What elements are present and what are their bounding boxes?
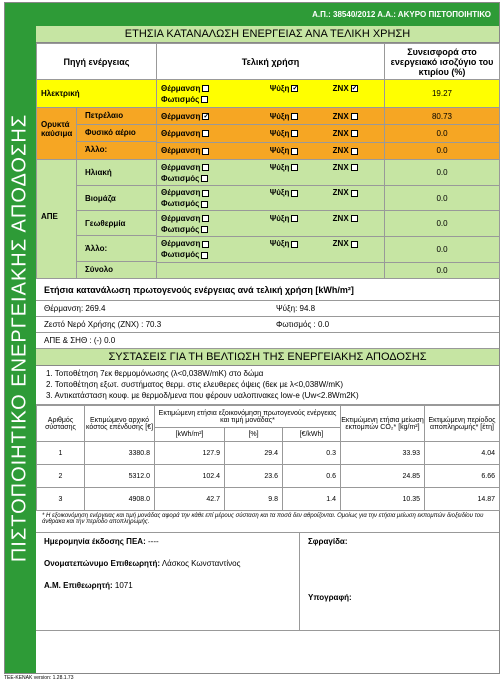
rec-col-cost: Εκτιμώμενο αρχικό κόστος επένδυσης [€] [85, 406, 155, 442]
heating-checkbox[interactable] [202, 164, 209, 171]
rec-cost: 4908.0 [85, 488, 155, 511]
cooling-checkbox[interactable] [291, 215, 298, 222]
version-text: TEE-KENAK version: 1.28.1.73 [4, 675, 74, 681]
electric-label: Ηλεκτρική [37, 80, 157, 108]
signature-block [36, 533, 499, 631]
primary-dhw-value: 70.3 [145, 320, 162, 329]
cooling-label: Ψύξη [269, 188, 290, 198]
fossil-oil-value: 80.73 [431, 111, 453, 121]
rec-num: 3 [37, 488, 85, 511]
cooling-checkbox[interactable] [291, 241, 298, 248]
ape-biomass-label: Βιομάζα [77, 186, 156, 211]
rec-col-pct: [%] [225, 428, 283, 442]
dhw-label: ΖΝΧ [332, 239, 349, 249]
lighting-label: Φωτισμός [161, 173, 200, 183]
dhw-checkbox[interactable] [351, 148, 358, 155]
rec-eur: 0.6 [283, 465, 341, 488]
fossil-gas-value: 0.0 [436, 128, 448, 138]
dhw-checkbox[interactable] [351, 190, 358, 197]
sidebar-title: ΠΙΣΤΟΠΟΙΗΤΙΚΟ ΕΝΕΡΓΕΙΑΚΗΣ ΑΠΟΔΟΣΗΣ [8, 113, 31, 563]
lighting-label: Φωτισμός [161, 224, 200, 234]
primary-cooling-label: Ψύξη: [276, 304, 298, 313]
heating-label: Θέρμανση [161, 188, 201, 198]
heating-label: Θέρμανση [161, 128, 201, 138]
rec-kwh: 127.9 [155, 442, 225, 465]
table-row [37, 442, 500, 465]
primary-heating-value: 269.4 [85, 304, 106, 313]
heating-label: Θέρμανση [161, 111, 201, 121]
lighting-checkbox[interactable] [201, 226, 208, 233]
rec-col-co2: Εκτιμώμενη ετήσια μείωση εκπομπών CO₂* [kg/m²] [341, 406, 425, 442]
rec-eur: 1.4 [283, 488, 341, 511]
rec-co2: 33.93 [341, 442, 425, 465]
inspector-am-label: Α.Μ. Επιθεωρητή: [44, 581, 113, 590]
fossil-group-label: Ορυκτά καύσιμα [37, 108, 77, 159]
cooling-checkbox[interactable] [291, 148, 298, 155]
rec-payback: 4.04 [425, 442, 500, 465]
recommendations-table [36, 405, 500, 511]
main-content [36, 3, 499, 673]
primary-heating-label: Θέρμανση: [44, 304, 84, 313]
cooling-checkbox[interactable] [291, 164, 298, 171]
primary-ape-label: ΑΠΕ & ΣΗΘ : (-) [44, 336, 102, 345]
dhw-label: ΖΝΧ [332, 213, 349, 223]
dhw-label: ΖΝΧ [332, 162, 349, 172]
rec-payback: 14.87 [425, 488, 500, 511]
cooling-checkbox[interactable] [291, 113, 298, 120]
dhw-label: ΖΝΧ [332, 188, 349, 198]
ape-biomass-value: 0.0 [436, 193, 448, 203]
col-use-header: Τελική χρήση [157, 44, 385, 80]
rec-col-payback: Εκτιμώμενη περίοδος αποπληρωμής* [έτη] [425, 406, 500, 442]
heating-checkbox[interactable] [202, 215, 209, 222]
cooling-label: Ψύξη [269, 213, 290, 223]
heating-checkbox[interactable] [202, 148, 209, 155]
rec-col-saving: Εκτιμώμενη ετήσια εξοικονόμηση πρωτογενούς ενέργειας και τιμή μονάδας* [155, 406, 341, 428]
dhw-label: ΖΝΧ [332, 128, 349, 138]
lighting-checkbox[interactable] [201, 252, 208, 259]
inspector-am-value: 1071 [114, 581, 133, 590]
cooling-label: Ψύξη [269, 146, 290, 156]
table-row [37, 488, 500, 511]
heating-label: Θέρμανση [161, 162, 201, 172]
stamp-label: Σφραγίδα: [308, 537, 348, 546]
primary-row-2 [36, 317, 499, 333]
lighting-label: Φωτισμός [161, 250, 200, 260]
inspector-label: Ονοματεπώνυμο Επιθεωρητή: [44, 559, 161, 568]
ape-group-label: ΑΠΕ [37, 160, 77, 278]
col-source-header: Πηγή ενέργειας [37, 44, 157, 80]
table-row [37, 465, 500, 488]
primary-cooling-value: 94.8 [299, 304, 316, 313]
row-electric [37, 80, 500, 108]
rec-pct: 29.4 [225, 442, 283, 465]
ape-solar-value: 0.0 [436, 168, 448, 178]
fossil-gas-label: Φυσικό αέριο [77, 125, 156, 142]
heating-checkbox[interactable] [202, 190, 209, 197]
primary-row-3 [36, 333, 499, 349]
heating-checkbox[interactable] [202, 241, 209, 248]
primary-row-1 [36, 301, 499, 317]
fossil-other-value: 0.0 [436, 146, 448, 156]
dhw-label: ΖΝΧ [332, 146, 349, 156]
dhw-checkbox[interactable] [351, 130, 358, 137]
rec-cost: 3380.8 [85, 442, 155, 465]
recommendations-list [36, 366, 499, 405]
cooling-label: Ψύξη [269, 128, 290, 138]
dhw-checkbox-checked[interactable]: ✓ [351, 84, 358, 92]
lighting-label: Φωτισμός [161, 94, 200, 104]
electric-value: 19.27 [431, 89, 453, 98]
dhw-checkbox[interactable] [351, 113, 358, 120]
cooling-label: Ψύξη [269, 162, 290, 172]
heating-checkbox[interactable] [202, 130, 209, 137]
rec-cost: 5312.0 [85, 465, 155, 488]
heating-label: Θέρμανση [161, 146, 201, 156]
rec-co2: 10.35 [341, 488, 425, 511]
signature-label: Υπογραφή: [308, 593, 352, 602]
ape-other-value: 0.0 [436, 244, 448, 254]
rec-pct: 23.6 [225, 465, 283, 488]
recommendation-item: 2. Τοποθέτηση εξωτ. συστήματος θερμ. στις ελευθερες όψεις (6εκ με λ<0,038W/mK) [46, 380, 344, 389]
certificate-page [4, 2, 500, 674]
rec-co2: 24.85 [341, 465, 425, 488]
cooling-label: Ψύξη [269, 83, 290, 93]
primary-lighting-value: 0.0 [317, 320, 330, 329]
rec-kwh: 42.7 [155, 488, 225, 511]
rec-kwh: 102.4 [155, 465, 225, 488]
recommendation-item: 3. Αντικατάσταση κουφ. με θερμοδ/μενα που φέρουν υαλοπινακες low-e (Uw<2.8Wm2K) [46, 391, 359, 400]
ape-other-label: Άλλο: [77, 236, 156, 262]
fossil-other-label: Άλλο: [85, 145, 108, 154]
heating-checkbox[interactable] [202, 85, 209, 92]
footnote: * Η εξοικονόμηση ενέργειας και τιμή μονάδας αφορά την κάθε επί μέρους σύσταση και τα ποσά δεν αθροίζονται. Ομοίως για την ετήσια μείωση εκπομπών διοξειδίου του άνθρακα και την περίοδο αποπληρωμής. [36, 511, 499, 533]
primary-title: Ετήσια κατανάλωση πρωτογενούς ενέργειας ανά τελική χρήση [kWh/m²] [36, 279, 499, 301]
heating-label: Θέρμανση [161, 83, 201, 93]
dhw-label: ΖΝΧ [332, 83, 349, 93]
lighting-label: Φωτισμός [161, 199, 200, 209]
rec-col-num: Αριθμός σύστασης [37, 406, 85, 442]
rec-num: 1 [37, 442, 85, 465]
rec-num: 2 [37, 465, 85, 488]
dhw-checkbox[interactable] [351, 241, 358, 248]
cooling-checkbox[interactable] [291, 190, 298, 197]
header-ref: Α.Π.: 38540/2012 Α.Α.: ΑΚΥΡΟ ΠΙΣΤΟΠΟΙΗΤΙΚΟ [36, 3, 499, 26]
dhw-checkbox[interactable] [351, 215, 358, 222]
ape-solar-label: Ηλιακή [77, 160, 156, 186]
heating-checkbox-checked[interactable]: ✓ [203, 113, 210, 121]
consumption-title: ΕΤΗΣΙΑ ΚΑΤΑΝΑΛΩΣΗ ΕΝΕΡΓΕΙΑΣ ΑΝΑ ΤΕΛΙΚΗ ΧΡΗΣΗ [36, 26, 499, 43]
col-share-header: Συνεισφορά στο ενεργειακό ισοζύγιο του κτιρίου (%) [385, 44, 500, 80]
recommendations-title: ΣΥΣΤΑΣΕΙΣ ΓΙΑ ΤΗ ΒΕΛΤΙΩΣΗ ΤΗΣ ΕΝΕΡΓΕΙΑΚΗΣ ΑΠΟΔΟΣΗΣ [36, 349, 499, 366]
rec-col-eur: [€/kWh] [283, 428, 341, 442]
dhw-checkbox[interactable] [351, 164, 358, 171]
primary-lighting-label: Φωτισμός : [276, 320, 316, 329]
heating-label: Θέρμανση [161, 213, 201, 223]
ape-geothermal-value: 0.0 [436, 219, 448, 229]
lighting-checkbox[interactable] [201, 96, 208, 103]
total-label: Σύνολο [85, 265, 114, 274]
dhw-label: ΖΝΧ [332, 111, 349, 121]
lighting-checkbox[interactable] [201, 201, 208, 208]
rec-pct: 9.8 [225, 488, 283, 511]
issue-date-label: Ημερομηνία έκδοσης ΠΕΑ: [44, 537, 146, 546]
rec-payback: 6.66 [425, 465, 500, 488]
rec-eur: 0.3 [283, 442, 341, 465]
ape-geothermal-label: Γεωθερμία [77, 211, 156, 236]
primary-ape-value: 0.0 [104, 336, 116, 345]
rec-col-kwh: [kWh/m²] [155, 428, 225, 442]
lighting-checkbox[interactable] [201, 175, 208, 182]
cooling-checkbox-checked[interactable]: ✓ [292, 84, 299, 92]
fossil-oil-label: Πετρέλαιο [77, 108, 156, 125]
heating-label: Θέρμανση [161, 239, 201, 249]
cooling-label: Ψύξη [269, 111, 290, 121]
recommendation-item: 1. Τοποθέτηση 7εκ θερμομόνωσης (λ<0,038W/mK) στο δώμα [46, 369, 264, 378]
issue-date-value: ---- [147, 537, 159, 546]
sidebar [5, 3, 36, 673]
total-value: 0.0 [436, 265, 448, 275]
energy-table [36, 43, 500, 279]
primary-dhw-label: Ζεστό Νερό Χρήσης (ΖΝΧ) : [44, 320, 144, 329]
inspector-value: Λάσκος Κωνσταντίνος [161, 559, 241, 568]
cooling-checkbox[interactable] [291, 130, 298, 137]
cooling-label: Ψύξη [269, 239, 290, 249]
